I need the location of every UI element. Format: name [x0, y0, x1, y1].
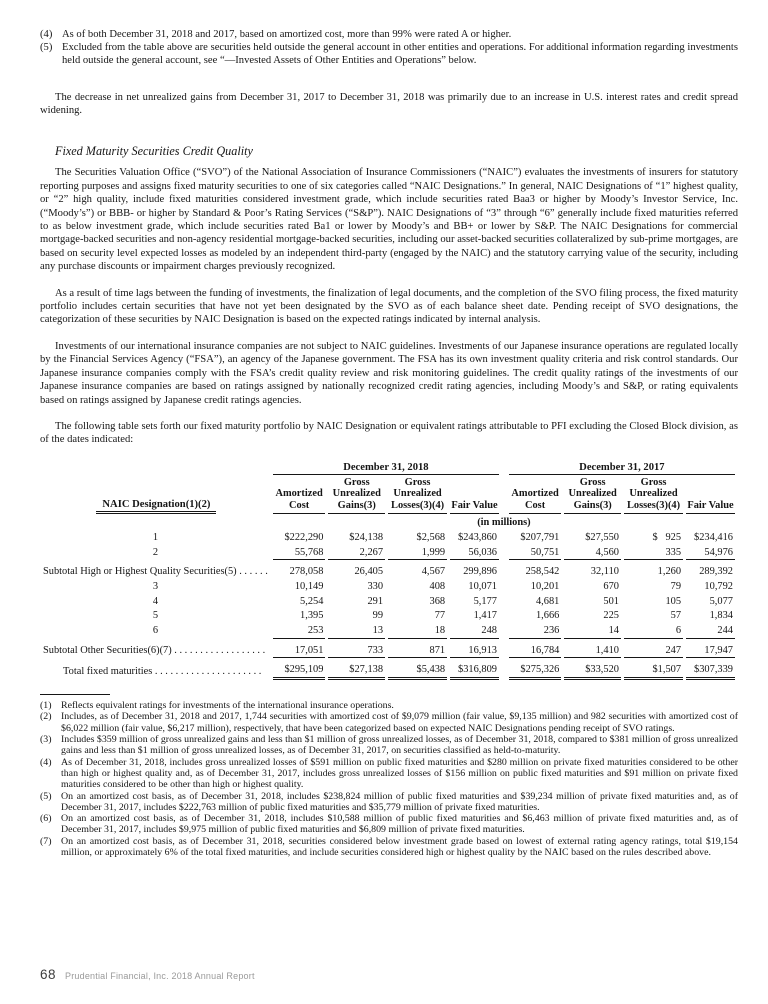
cell-value: 14: [564, 623, 621, 639]
table-row: [43, 594, 735, 609]
footnote: [40, 28, 738, 41]
bottom-footnotes: [40, 700, 738, 858]
cell-value: 289,392: [699, 566, 733, 578]
cell-value: 10,071: [468, 581, 497, 593]
cell-value: 17,947: [686, 639, 735, 659]
cell-value: 253: [273, 623, 326, 639]
footnote: [40, 757, 738, 791]
table-row: [43, 579, 735, 594]
table-row: [43, 560, 735, 579]
footnote-marker: (6): [40, 813, 52, 825]
cell-value: 6: [624, 623, 683, 639]
cell-value: $1,507: [624, 658, 683, 680]
cell-value: 10,201: [530, 581, 560, 593]
row-label: 3: [152, 581, 159, 593]
column-header: Fair Value: [686, 475, 735, 515]
cell-value: 4,681: [535, 595, 560, 607]
cell-value: 1,666: [535, 610, 560, 622]
cell-value: $2,568: [416, 532, 446, 544]
cell-value: $234,416: [694, 532, 733, 544]
fixed-maturity-naic-table: [40, 462, 738, 680]
cell-value: 105: [665, 595, 682, 607]
cell-value: 32,110: [590, 566, 619, 578]
cell-value: 1,834: [709, 610, 733, 622]
cell-value: 10,149: [294, 581, 324, 593]
footnote-text: On an amortized cost basis, as of December 31, 2018, includes $10,588 million of public fixed maturities and $6,463 million of private fixed maturities and, as of December 31, 2017, includes $9,975 million of public fixed maturities and $6,809 million of private fixed maturities.: [61, 813, 738, 836]
row-label: Subtotal High or Highest Quality Securities(5) . . . . . .: [43, 566, 268, 578]
cell-value: $27,138: [328, 658, 385, 680]
paragraph-international: Investments of our international insurance companies are not subject to NAIC guidelines. Investments of our Japanese insurance operations are regulated locally by the Financial Services Agency (“FSA”), an agency of the Japanese government. The FSA has its own investment quality criteria and risk control standards. Our Japanese insurance companies comply with the FSA’s credit quality review and risk monitoring guidelines. The credit quality ratings of the investments of our Japanese insurance companies are based on ratings assigned by nationally recognized credit rating agencies, including Moody’s and S&P, or rating equivalents based on ratings assigned by Japanese credit ratings agencies.: [40, 340, 738, 406]
cell-value: 244: [686, 623, 735, 639]
cell-value: $33,520: [564, 658, 621, 680]
row-label: 6: [152, 625, 159, 637]
cell-value: 291: [367, 595, 384, 607]
footnote-text: On an amortized cost basis, as of December 31, 2018, includes $238,824 million of public fixed maturities and $39,234 million of private fixed maturities and, as of December 31, 2017, includes $222,763 million of public fixed maturities and $35,779 million of private fixed maturities.: [61, 790, 738, 813]
footnote-marker: (7): [40, 835, 52, 847]
cell-value: 5,077: [709, 595, 733, 607]
cell-value: 871: [388, 639, 447, 659]
footnote-marker: (4): [40, 756, 52, 768]
footnote-marker: (3): [40, 734, 52, 746]
cell-value: $275,326: [509, 658, 562, 680]
column-header: Amortized Cost: [509, 475, 562, 515]
footnote-text: On an amortized cost basis, as of December 31, 2018, securities considered below investment grade based on lowest of external rating agency ratings, total $19,154 million, or approximately 6% of the total fixed maturities, and include securities considered high or highest quality by the NAIC based on the rules described above.: [61, 835, 738, 859]
row-label: 1: [152, 532, 159, 544]
cell-value: $27,550: [585, 532, 619, 544]
cell-value: 5,254: [300, 595, 324, 607]
column-header: Gross Unrealized Gains(3): [328, 475, 385, 515]
column-header: Gross Unrealized Losses(3)(4): [624, 475, 683, 515]
paragraph-svo: The Securities Valuation Office (“SVO”) of the National Association of Insurance Commissioners (“NAIC”) evaluates the investments of insurers for statutory reporting purposes and assigns fixed maturity securities to one of six categories called “NAIC Designations.” In general, NAIC Designations of “1” highest quality, or “2” high quality, include fixed maturities considered investment grade, which include securities rated Baa3 or higher by Moody’s Investor Service, Inc. (“Moody’s”) or BBB- or higher by Standard & Poor’s Rating Services (“S&P”). NAIC Designations of “3” through “6” generally include fixed maturities referred to as below investment grade, which include securities rated Ba1 or lower by Moody’s and BB+ or lower by S&P. The NAIC Designations for commercial mortgage-backed securities and non-agency residential mortgage-backed securities, including our asset-backed securities collateralized by sub-prime mortgages, are based on security level expected losses as modeled by an independent third-party (engaged by the NAIC) and the statutory carrying value of the security, including any purchase discounts or impairment charges previously recognized.: [40, 167, 738, 273]
page-footer: [40, 967, 255, 982]
column-header: Amortized Cost: [273, 475, 326, 515]
cell-value: 79: [670, 581, 682, 593]
cell-value: 501: [603, 595, 619, 607]
paragraph-table-lead-in: The following table sets forth our fixed maturity portfolio by NAIC Designation or equivalent ratings attributable to PFI excluding the Closed Block division, as of the dates indicated:: [40, 420, 738, 446]
page-number: 68: [40, 967, 57, 982]
footnote-divider: [40, 694, 110, 695]
cell-value: $24,138: [349, 532, 384, 544]
top-footnotes: [40, 28, 738, 68]
cell-value: $ 925: [652, 532, 682, 544]
cell-value: 18: [388, 623, 447, 639]
column-header: Gross Unrealized Losses(3)(4): [388, 475, 447, 515]
cell-value: 368: [429, 595, 446, 607]
cell-value: 248: [450, 623, 499, 639]
cell-value: 4,560: [564, 545, 621, 561]
cell-value: $222,290: [284, 532, 324, 544]
footnote: [40, 791, 738, 814]
cell-value: 13: [328, 623, 385, 639]
report-title: Prudential Financial, Inc. 2018 Annual Report: [65, 971, 255, 981]
footnote: [40, 700, 738, 711]
footnote-marker: (5): [40, 790, 52, 802]
cell-value: 56,036: [450, 545, 499, 561]
cell-value: 77: [434, 610, 446, 622]
cell-value: 225: [603, 610, 619, 622]
table-row: [43, 530, 735, 545]
cell-value: 16,784: [509, 639, 562, 659]
table-row: [43, 623, 735, 639]
cell-value: $243,860: [458, 532, 497, 544]
units-note: (in millions): [477, 517, 531, 529]
paragraph-time-lags: As a result of time lags between the funding of investments, the finalization of legal documents, and the completion of the SVO filing process, the fixed maturity portfolio includes certain securities that have not yet been designated by the SVO as of each balance sheet date. Pending receipt of SVO designations, the categorization of these securities by NAIC Designation is based on the expected ratings indicated by internal analysis.: [40, 287, 738, 326]
cell-value: 299,896: [463, 566, 497, 578]
cell-value: 26,405: [354, 566, 384, 578]
cell-value: 4,567: [421, 566, 446, 578]
row-label: 5: [152, 610, 159, 622]
table-row: [43, 639, 735, 659]
cell-value: 10,792: [704, 581, 733, 593]
cell-value: 54,976: [686, 545, 735, 561]
cell-value: 57: [670, 610, 682, 622]
cell-value: 1,417: [473, 610, 497, 622]
footnote: [40, 711, 738, 734]
cell-value: 50,751: [509, 545, 562, 561]
footnote-marker: (1): [40, 700, 52, 712]
cell-value: 670: [603, 581, 619, 593]
footnote-marker: (5): [40, 42, 53, 54]
footnote-text: Excluded from the table above are securities held outside the general account in other entities and operations. For additional information regarding investments held outside the general account, see “—Invested Assets of Other Entities and Operations” below.: [62, 42, 738, 67]
cell-value: 1,999: [388, 545, 447, 561]
group-header-row: [43, 462, 735, 475]
cell-value: $316,809: [450, 658, 499, 680]
cell-value: 247: [624, 639, 683, 659]
cell-value: 2,267: [328, 545, 385, 561]
row-label: Subtotal Other Securities(6)(7) . . . . . . . . . . . . . . . . . .: [43, 645, 266, 657]
footnote-text: Includes, as of December 31, 2018 and 2017, 1,744 securities with amortized cost of $9,079 million (fair value, $9,135 million) and 982 securities with amortized cost of $6,022 million (fair value, $6,217 million), respectively, that have been categorized based on expected NAIC Designations pending receipt of SVO ratings.: [61, 711, 738, 734]
cell-value: 5,177: [473, 595, 497, 607]
table-row: [43, 545, 735, 561]
footnote: [40, 813, 738, 836]
column-header: Gross Unrealized Gains(3): [564, 475, 621, 515]
group-header-2018: December 31, 2018: [273, 462, 499, 475]
cell-value: 1,395: [300, 610, 324, 622]
footnote-text: Reflects equivalent ratings for investments of the international insurance operations.: [61, 700, 394, 712]
cell-value: 55,768: [273, 545, 326, 561]
table-row: [43, 658, 735, 680]
cell-value: 278,058: [289, 566, 324, 578]
table-row: [43, 608, 735, 623]
cell-value: 1,410: [564, 639, 621, 659]
footnote: [40, 836, 738, 859]
cell-value: 733: [328, 639, 385, 659]
footnote-marker: (4): [40, 29, 53, 40]
cell-value: $5,438: [388, 658, 447, 680]
footnote-text: As of both December 31, 2018 and 2017, based on amortized cost, more than 99% were rated A or higher.: [62, 29, 512, 40]
cell-value: 1,260: [657, 566, 682, 578]
cell-value: $207,791: [520, 532, 560, 544]
cell-value: 408: [429, 581, 446, 593]
row-label: 2: [152, 547, 159, 559]
footnote-text: As of December 31, 2018, includes gross unrealized losses of $591 million on public fixed maturities and $280 million on private fixed maturities considered to be other than high or highest quality and, as of December 31, 2017, includes gross unrealized losses of $156 million on public fixed maturities and $91 million on private fixed maturities considered to be other than high or highest quality.: [61, 756, 738, 791]
cell-value: $295,109: [273, 658, 326, 680]
cell-value: 258,542: [525, 566, 560, 578]
footnote-marker: (2): [40, 711, 52, 723]
cell-value: 335: [624, 545, 683, 561]
cell-value: $307,339: [686, 658, 735, 680]
column-header-row: [43, 475, 735, 515]
cell-value: 16,913: [450, 639, 499, 659]
group-header-2017: December 31, 2017: [509, 462, 735, 475]
row-label: 4: [152, 595, 159, 607]
footnote-text: Includes $359 million of gross unrealized gains and less than $1 million of gross unrealized losses, as of December 31, 2018, compared to $381 million of gross unrealized gains and less than $1 million of gross unrealized losses, as of December 31, 2017, on securities classified as held-to-maturity.: [61, 734, 738, 757]
column-header: Fair Value: [450, 475, 499, 515]
intro-paragraph: The decrease in net unrealized gains from December 31, 2017 to December 31, 2018 was primarily due to an increase in U.S. interest rates and credit spread widening.: [40, 91, 738, 117]
section-heading: Fixed Maturity Securities Credit Quality: [55, 144, 253, 159]
row-label: Total fixed maturities . . . . . . . . . . . . . . . . . . . . .: [63, 665, 262, 677]
cell-value: 330: [367, 581, 384, 593]
units-row: [43, 514, 735, 530]
cell-value: 236: [509, 623, 562, 639]
cell-value: 99: [372, 610, 384, 622]
footnote: [40, 41, 738, 67]
footnote: [40, 734, 738, 757]
cell-value: 17,051: [273, 639, 326, 659]
row-header: NAIC Designation(1)(2): [43, 475, 270, 515]
